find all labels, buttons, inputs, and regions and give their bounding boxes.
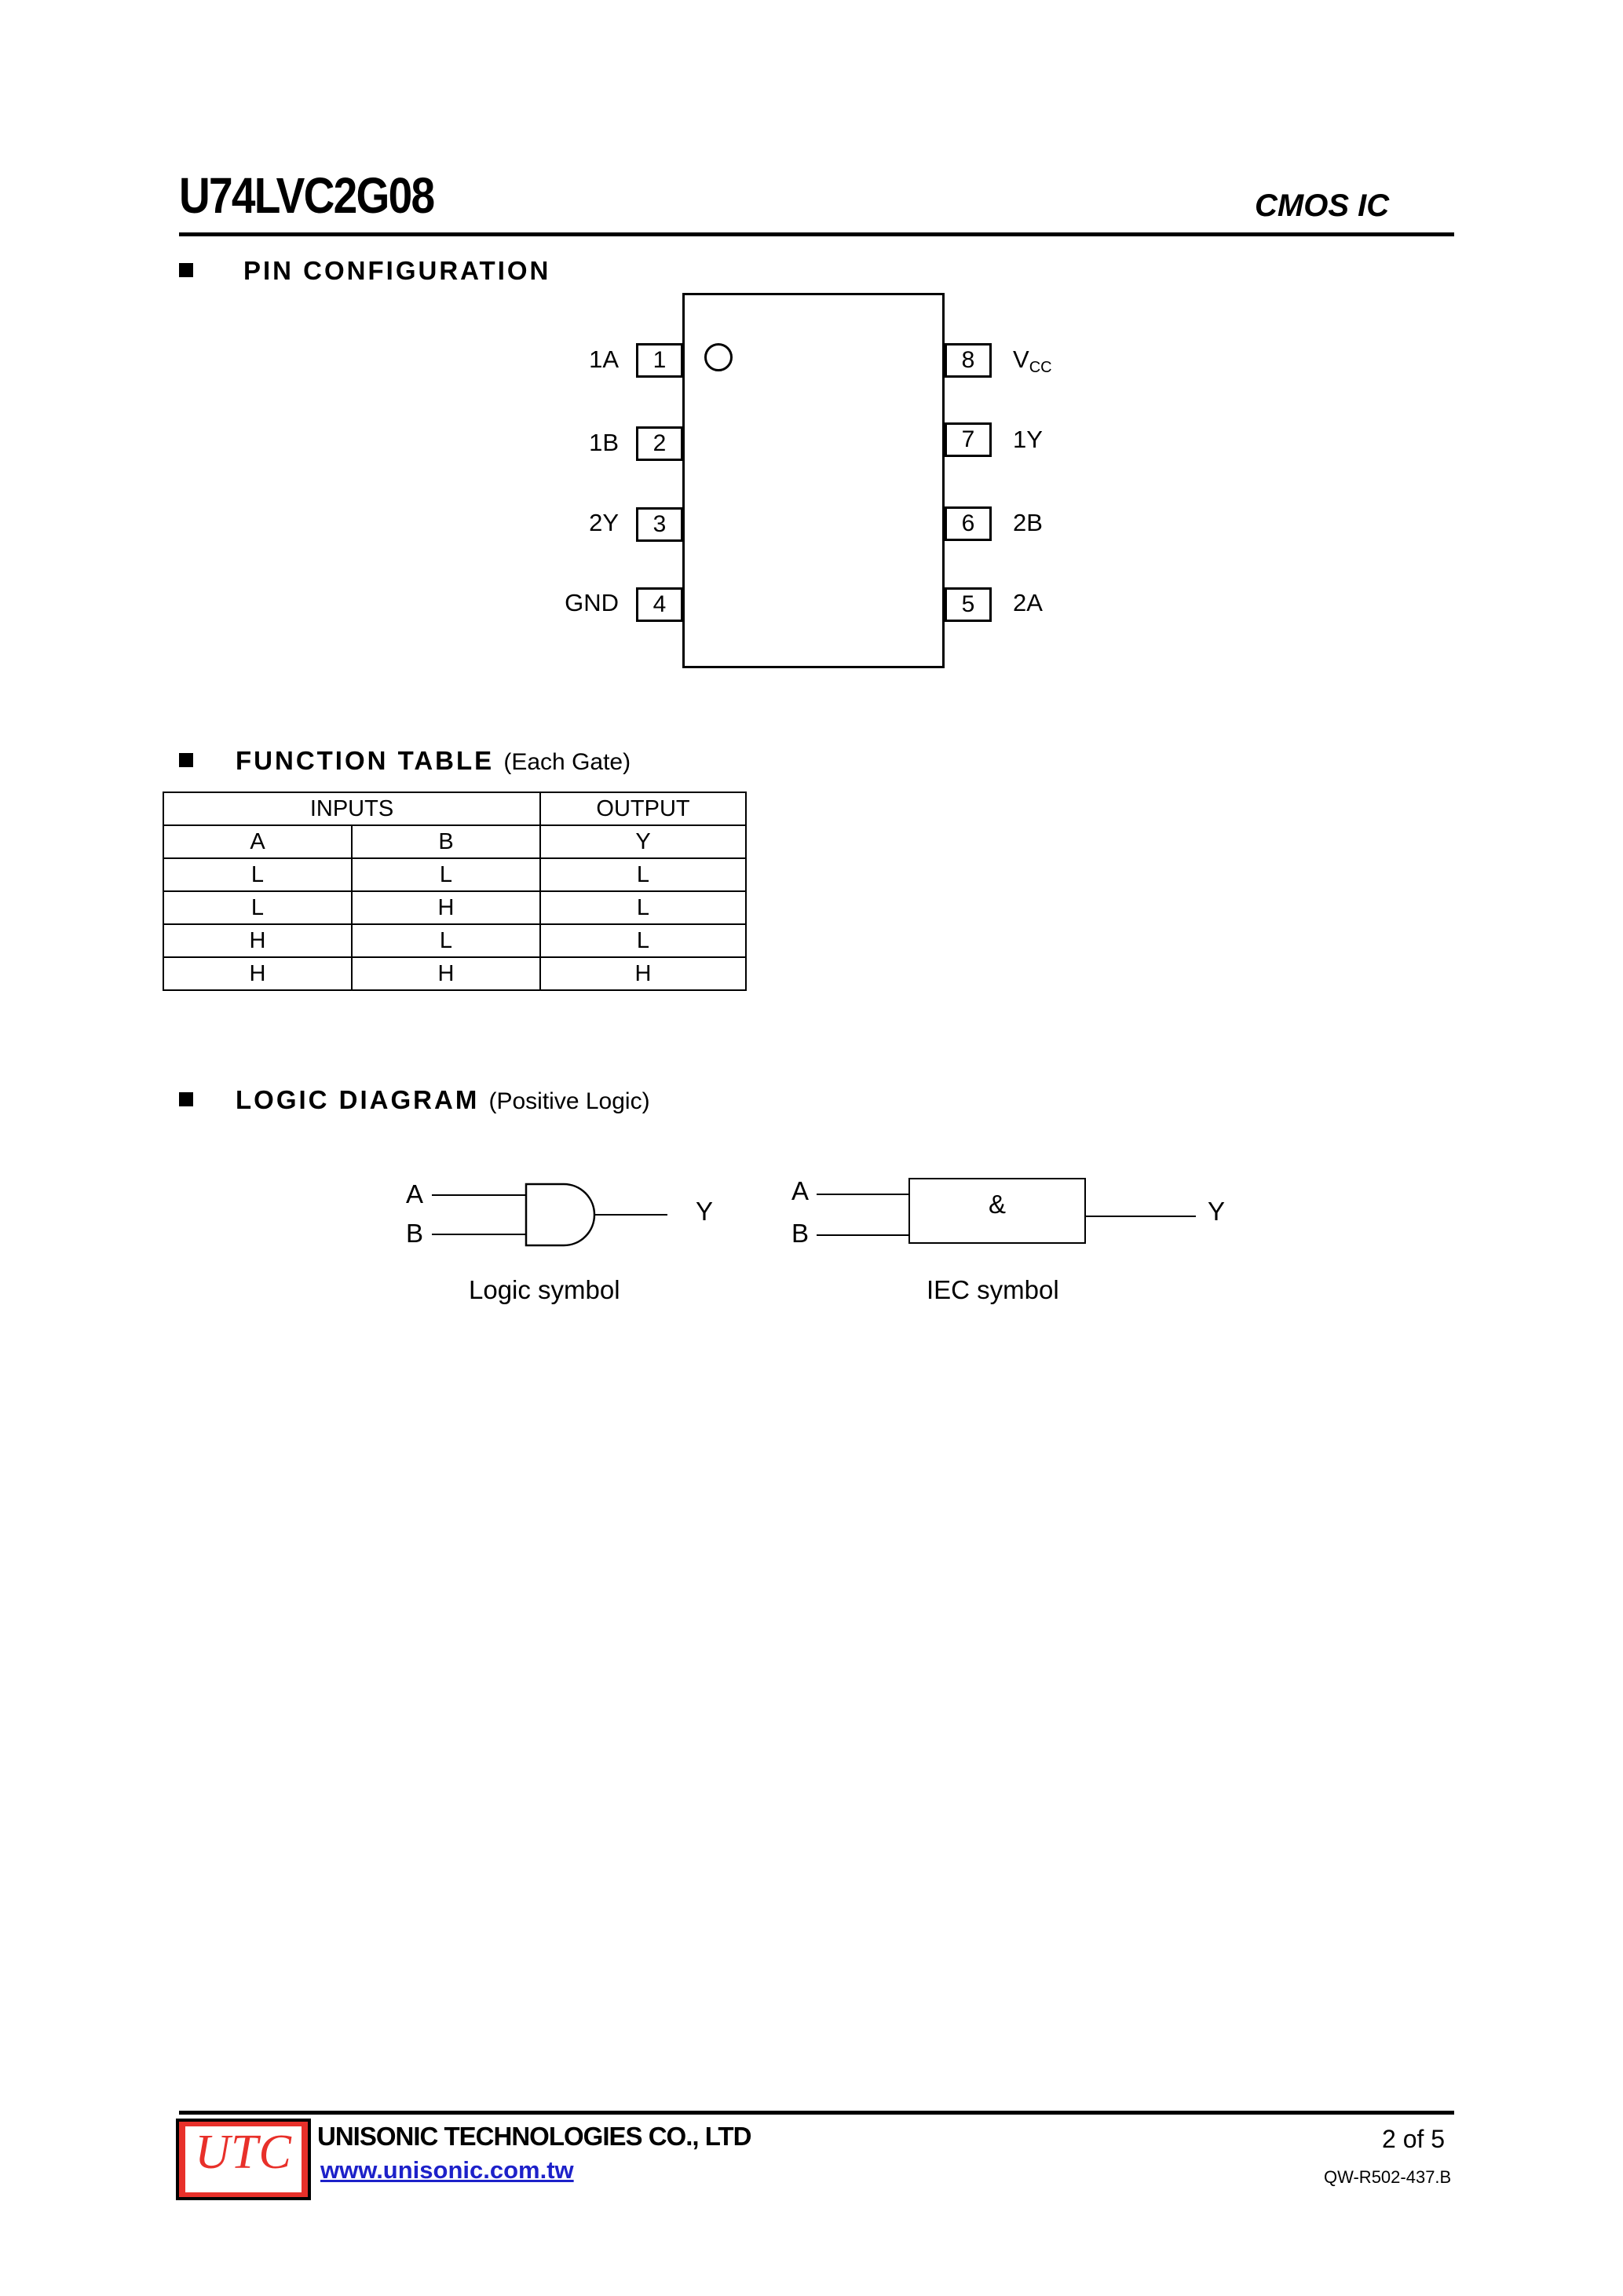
logic-input-a-label: A	[406, 1179, 424, 1208]
table-cell: H	[163, 924, 352, 957]
table-column-header-row	[163, 825, 746, 858]
table-row	[163, 891, 746, 924]
function-table-title: FUNCTION TABLE	[236, 746, 495, 775]
part-number: U74LVC2G08	[179, 167, 434, 224]
table-cell: H	[163, 957, 352, 990]
table-row	[163, 858, 746, 891]
section-title	[236, 1085, 650, 1115]
logic-input-b-label: B	[406, 1219, 424, 1248]
table-cell: L	[163, 858, 352, 891]
utc-logo-text: UTC	[195, 2126, 292, 2179]
iec-input-b-label: B	[791, 1219, 810, 1248]
pin-box-6: 6	[945, 506, 992, 541]
pin-box-8: 8	[945, 343, 992, 378]
logic-output-y-label: Y	[696, 1197, 714, 1226]
pin-label-vcc-sub: CC	[1029, 359, 1052, 376]
logic-symbol-caption: Logic symbol	[469, 1275, 620, 1304]
function-table-note: (Each Gate)	[503, 749, 631, 775]
pin-label-1b: 1B	[589, 429, 619, 456]
bullet-icon	[179, 263, 193, 277]
iec-symbol-caption: IEC symbol	[927, 1275, 1059, 1304]
pin-box-2: 2	[636, 426, 683, 461]
document-number: QW-R502-437.B	[1324, 2167, 1452, 2187]
section-title	[236, 746, 631, 776]
pin-label-1a: 1A	[589, 345, 619, 373]
pin-label-2y: 2Y	[589, 509, 619, 536]
footer-rule	[179, 2111, 1454, 2115]
pin-label-gnd: GND	[565, 589, 619, 616]
table-row	[163, 957, 746, 990]
pin-label-1y: 1Y	[1013, 426, 1043, 453]
and-gate-icon	[432, 1170, 699, 1264]
table-group-header-row	[163, 792, 746, 825]
table-cell: H	[352, 891, 540, 924]
iec-input-a-line	[817, 1194, 908, 1195]
logic-diagram-title: LOGIC DIAGRAM	[236, 1085, 480, 1114]
pin-label-2b: 2B	[1013, 509, 1043, 536]
pin-box-3: 3	[636, 507, 683, 542]
pin1-marker-icon	[704, 343, 733, 371]
table-cell: L	[540, 891, 746, 924]
table-cell: L	[352, 924, 540, 957]
pin-box-4: 4	[636, 587, 683, 622]
table-header-inputs: INPUTS	[163, 792, 540, 825]
iec-output-line	[1086, 1216, 1196, 1217]
iec-input-a-label: A	[791, 1176, 810, 1205]
table-header-output: OUTPUT	[540, 792, 746, 825]
page-number: 2 of 5	[1382, 2125, 1446, 2153]
section-title: PIN CONFIGURATION	[243, 256, 551, 285]
pin-label-vcc-main: V	[1013, 345, 1029, 373]
pin-box-7: 7	[945, 422, 992, 457]
table-cell: L	[540, 858, 746, 891]
iec-output-y-label: Y	[1208, 1197, 1226, 1226]
utc-logo	[176, 2119, 311, 2200]
table-cell: L	[540, 924, 746, 957]
bullet-icon	[179, 1092, 193, 1106]
logic-diagram-note: (Positive Logic)	[488, 1088, 650, 1114]
iec-input-b-line	[817, 1234, 908, 1236]
iec-gate-box: &	[908, 1178, 1086, 1244]
bullet-icon	[179, 753, 193, 767]
pin-box-1: 1	[636, 343, 683, 378]
header-rule	[179, 232, 1454, 236]
function-table	[163, 792, 747, 991]
table-cell: L	[352, 858, 540, 891]
table-column-header: Y	[540, 825, 746, 858]
table-column-header: A	[163, 825, 352, 858]
pin-box-5: 5	[945, 587, 992, 622]
table-column-header: B	[352, 825, 540, 858]
document-category: CMOS IC	[1255, 188, 1390, 223]
pin-label-2a: 2A	[1013, 589, 1043, 616]
table-cell: H	[540, 957, 746, 990]
company-name: UNISONIC TECHNOLOGIES CO., LTD	[317, 2122, 751, 2151]
table-cell: H	[352, 957, 540, 990]
pin-label-vcc	[1013, 345, 1052, 374]
table-row	[163, 924, 746, 957]
website-link[interactable]: www.unisonic.com.tw	[320, 2156, 574, 2184]
table-cell: L	[163, 891, 352, 924]
